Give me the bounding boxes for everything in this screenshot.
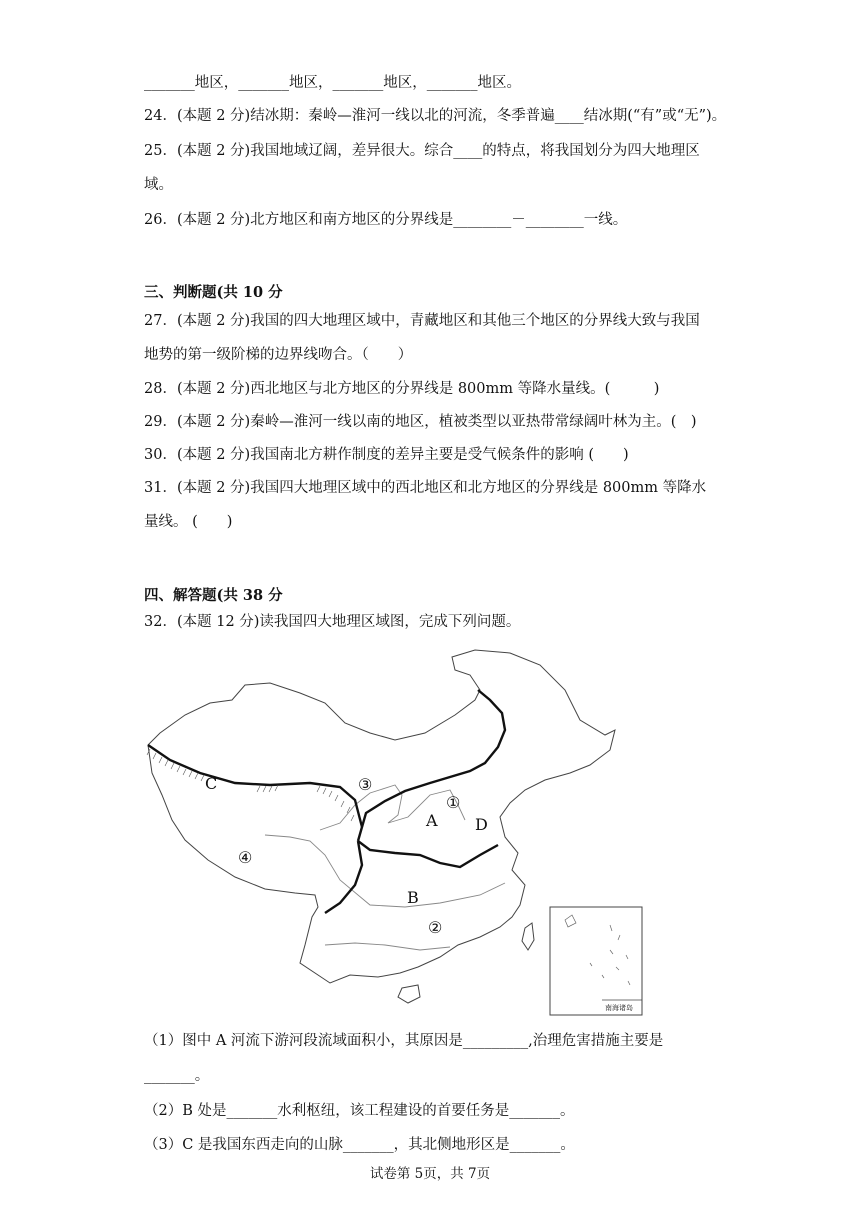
question-26: 26．(本题 2 分)北方地区和南方地区的分界线是________－________一线。 — [144, 212, 628, 228]
question-27-line1: 27．(本题 2 分)我国的四大地理区域中，青藏地区和其他三个地区的分界线大致与我国 — [144, 313, 700, 329]
label-region-2: ② — [428, 918, 443, 937]
question-28: 28．(本题 2 分)西北地区与北方地区的分界线是 800mm 等降水量线。( ) — [144, 381, 660, 397]
question-31-line1: 31．(本题 2 分)我国四大地理区域中的西北地区和北方地区的分界线是 800mm 等降水 — [144, 480, 707, 496]
boundary-kunlun — [148, 745, 362, 827]
label-region-1: ① — [446, 793, 461, 812]
question-25-line1: 25．(本题 2 分)我国地域辽阔，差异很大。综合____的特点，将我国划分为四大地理区 — [144, 143, 700, 159]
label-b: B — [407, 888, 419, 907]
question-32-1-line1: （1）图中 A 河流下游河段流域面积小，其原因是_________,治理危害措施主要是 — [144, 1033, 664, 1049]
boundary-qinghai-tibet-east — [325, 841, 362, 913]
section-3-title: 三、判断题(共 10 分 — [144, 284, 283, 301]
boundary-qinling-huaihe — [358, 841, 498, 867]
inset-label: 南海诸岛 — [605, 1004, 633, 1012]
question-32-1-line2: _______。 — [144, 1068, 210, 1084]
southern-river — [325, 943, 450, 950]
yellow-river — [320, 785, 465, 830]
page-footer: 试卷第 5页，共 7页 — [369, 1166, 491, 1182]
yangtze-river — [265, 835, 505, 907]
label-d: D — [475, 815, 488, 834]
china-regions-map — [140, 645, 720, 1020]
country-outline — [148, 650, 615, 983]
question-25-line2: 域。 — [144, 177, 173, 193]
south-china-sea-inset — [550, 907, 642, 1015]
question-29: 29．(本题 2 分)秦岭—淮河一线以南的地区，植被类型以亚热带常绿阔叶林为主。( ) — [144, 414, 697, 430]
question-31-line2: 量线。 ( ) — [144, 514, 233, 530]
label-c: C — [205, 774, 218, 793]
question-32: 32．(本题 12 分)读我国四大地理区域图，完成下列问题。 — [144, 614, 521, 630]
taiwan-outline — [522, 923, 534, 950]
question-30: 30．(本题 2 分)我国南北方耕作制度的差异主要是受气候条件的影响 ( ) — [144, 447, 629, 463]
question-32-2: （2）B 处是_______水利枢纽，该工程建设的首要任务是_______。 — [144, 1103, 575, 1119]
label-region-4: ④ — [238, 848, 253, 867]
section-4-title: 四、解答题(共 38 分 — [144, 587, 283, 604]
question-32-3: （3）C 是我国东西走向的山脉_______，其北侧地形区是_______。 — [144, 1137, 575, 1153]
q23-blanks: _______地区，_______地区，_______地区，_______地区。 — [144, 75, 521, 91]
question-27-line2: 地势的第一级阶梯的边界线吻合。（ ） — [144, 347, 413, 363]
label-region-3: ③ — [358, 775, 373, 794]
hainan-outline — [398, 985, 420, 1003]
question-24: 24．(本题 2 分)结冰期：秦岭—淮河一线以北的河流，冬季普遍____结冰期(“有”或“无”)。 — [144, 108, 727, 124]
label-a: A — [426, 811, 438, 830]
